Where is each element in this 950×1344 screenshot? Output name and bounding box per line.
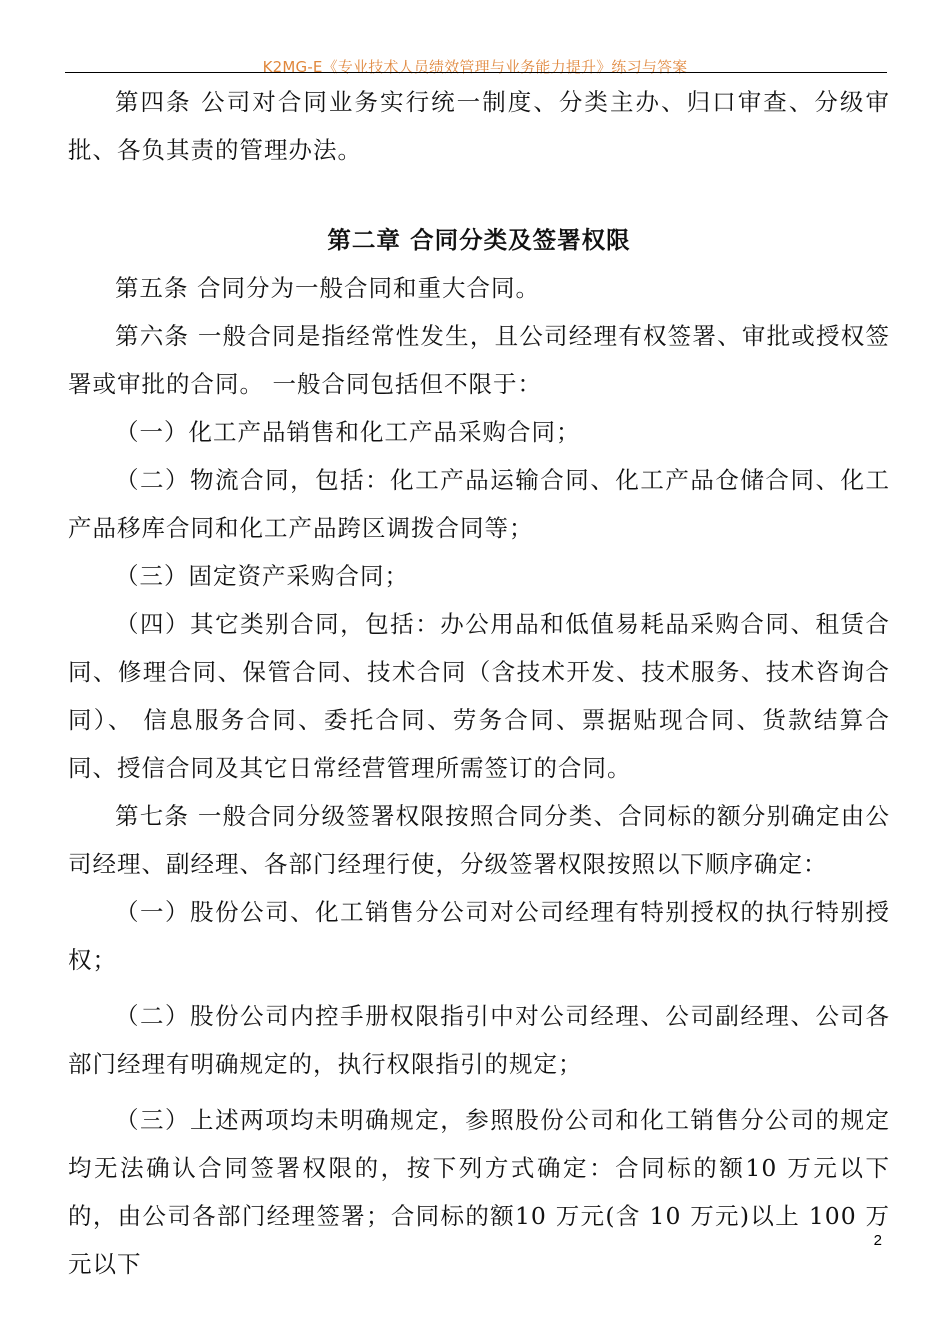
header-divider <box>65 72 887 73</box>
authority-item-1: （一）股份公司、化工销售分公司对公司经理有特别授权的执行特别授权； <box>68 898 890 974</box>
page-number: 2 <box>873 1232 882 1249</box>
authority-item-3: （三）上述两项均未明确规定，参照股份公司和化工销售分公司的规定均无法确认合同签署权限的，按下列方式确定：合同标的额10 万元以下的，由公司各部门经理签署；合同标的额10 万元(含 10 万元)以上 100 万元以下 <box>68 1106 890 1278</box>
article-5-paragraph: 第五条 合同分为一般合同和重大合同。 <box>115 274 540 302</box>
article-4-paragraph: 第四条 公司对合同业务实行统一制度、分类主办、归口审查、分级审批、各负其责的管理办法。 <box>68 88 890 164</box>
running-header-title: K2MG-E《专业技术人员绩效管理与业务能力提升》练习与答案 <box>262 58 688 76</box>
authority-item-2: （二）股份公司内控手册权限指引中对公司经理、公司副经理、公司各部门经理有明确规定的，执行权限指引的规定； <box>68 1002 890 1078</box>
list-item-1: （一）化工产品销售和化工产品采购合同； <box>115 418 581 446</box>
list-item-4: （四）其它类别合同，包括：办公用品和低值易耗品采购合同、租赁合同、修理合同、保管合同、技术合同（含技术开发、技术服务、技术咨询合同）、 信息服务合同、委托合同、劳务合同、票据贴现合同、货款结算合同、授信合同及其它日常经营管理所需签订的合同。 <box>68 610 890 782</box>
document-body <box>68 78 890 1288</box>
list-item-3: （三）固定资产采购合同； <box>115 562 409 590</box>
article-7-paragraph: 第七条 一般合同分级签署权限按照合同分类、合同标的额分别确定由公司经理、副经理、各部门经理行使，分级签署权限按照以下顺序确定： <box>68 802 890 878</box>
list-item-2: （二）物流合同，包括：化工产品运输合同、化工产品仓储合同、化工产品移库合同和化工产品跨区调拨合同等； <box>68 466 890 542</box>
article-6-paragraph: 第六条 一般合同是指经常性发生，且公司经理有权签署、审批或授权签署或审批的合同。 一般合同包括但不限于： <box>68 322 890 398</box>
chapter-heading: 第二章 合同分类及签署权限 <box>327 226 631 254</box>
